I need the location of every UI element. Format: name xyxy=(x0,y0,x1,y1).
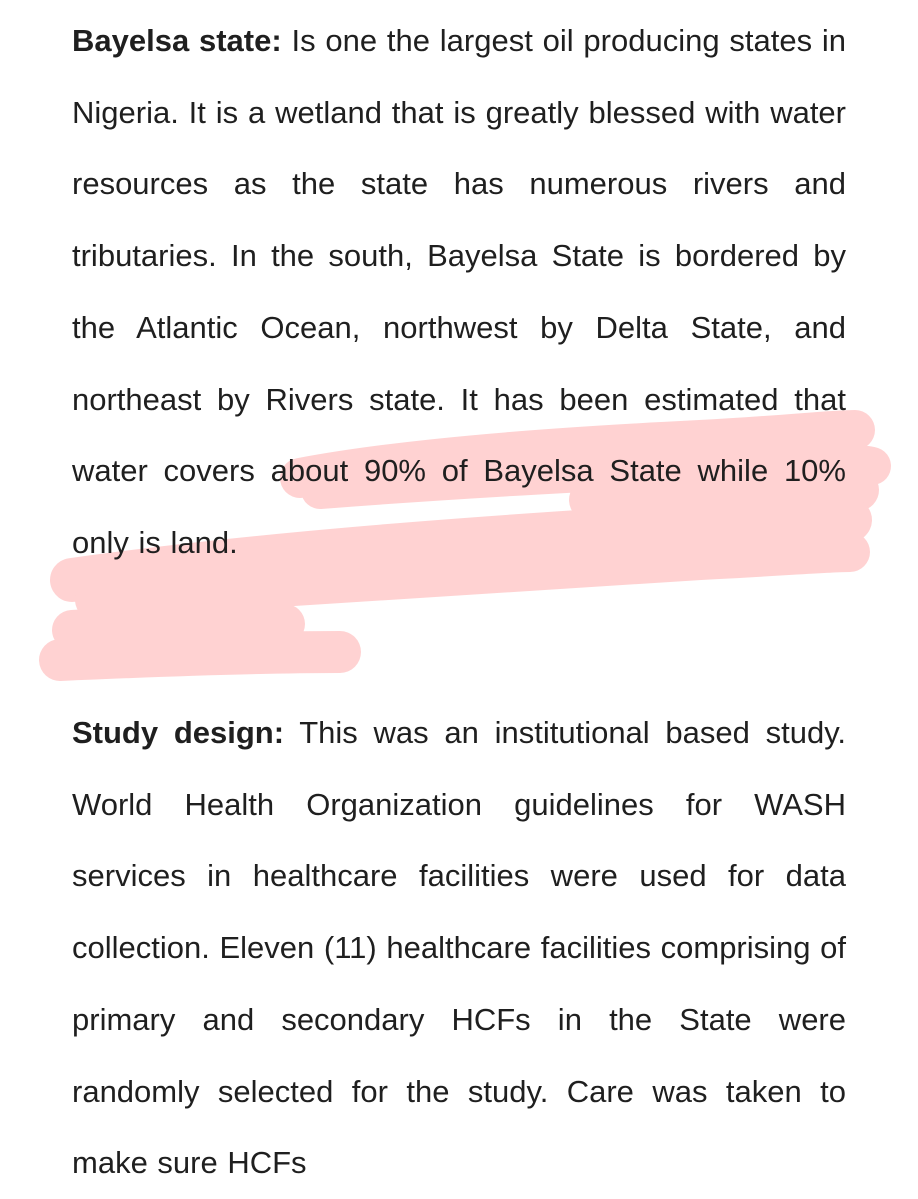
highlight-stroke-7 xyxy=(60,652,340,660)
paragraph-lead-study-design: Study design: xyxy=(72,715,285,750)
highlight-stroke-6 xyxy=(72,624,285,630)
paragraph-body-study-design: This was an institutional based study. World Health Organization guidelines for WASH services in healthcare facilities were used for data collection. Eleven (11) healthcare facilities comprising of primary and secondary HCFs in the State were randomly selected for the study. Care was taken to make sure HCFs xyxy=(72,715,847,1181)
paragraph-body-bayelsa-state: Is one the largest oil producing states in Nigeria. It is a wetland that is greatly blessed with water resources as the state has numerous rivers and tributaries. In the south, Bayelsa State is bordered by the Atlantic Ocean, northwest by Delta State, and northeast by Rivers state. It has been estimated that water covers about 90% of Bayelsa State while 10% only is land. xyxy=(72,23,846,560)
paragraph-bayelsa-state xyxy=(72,5,846,579)
paragraph-study-design xyxy=(72,697,846,1199)
paragraph-lead-bayelsa-state: Bayelsa state: xyxy=(72,23,282,58)
